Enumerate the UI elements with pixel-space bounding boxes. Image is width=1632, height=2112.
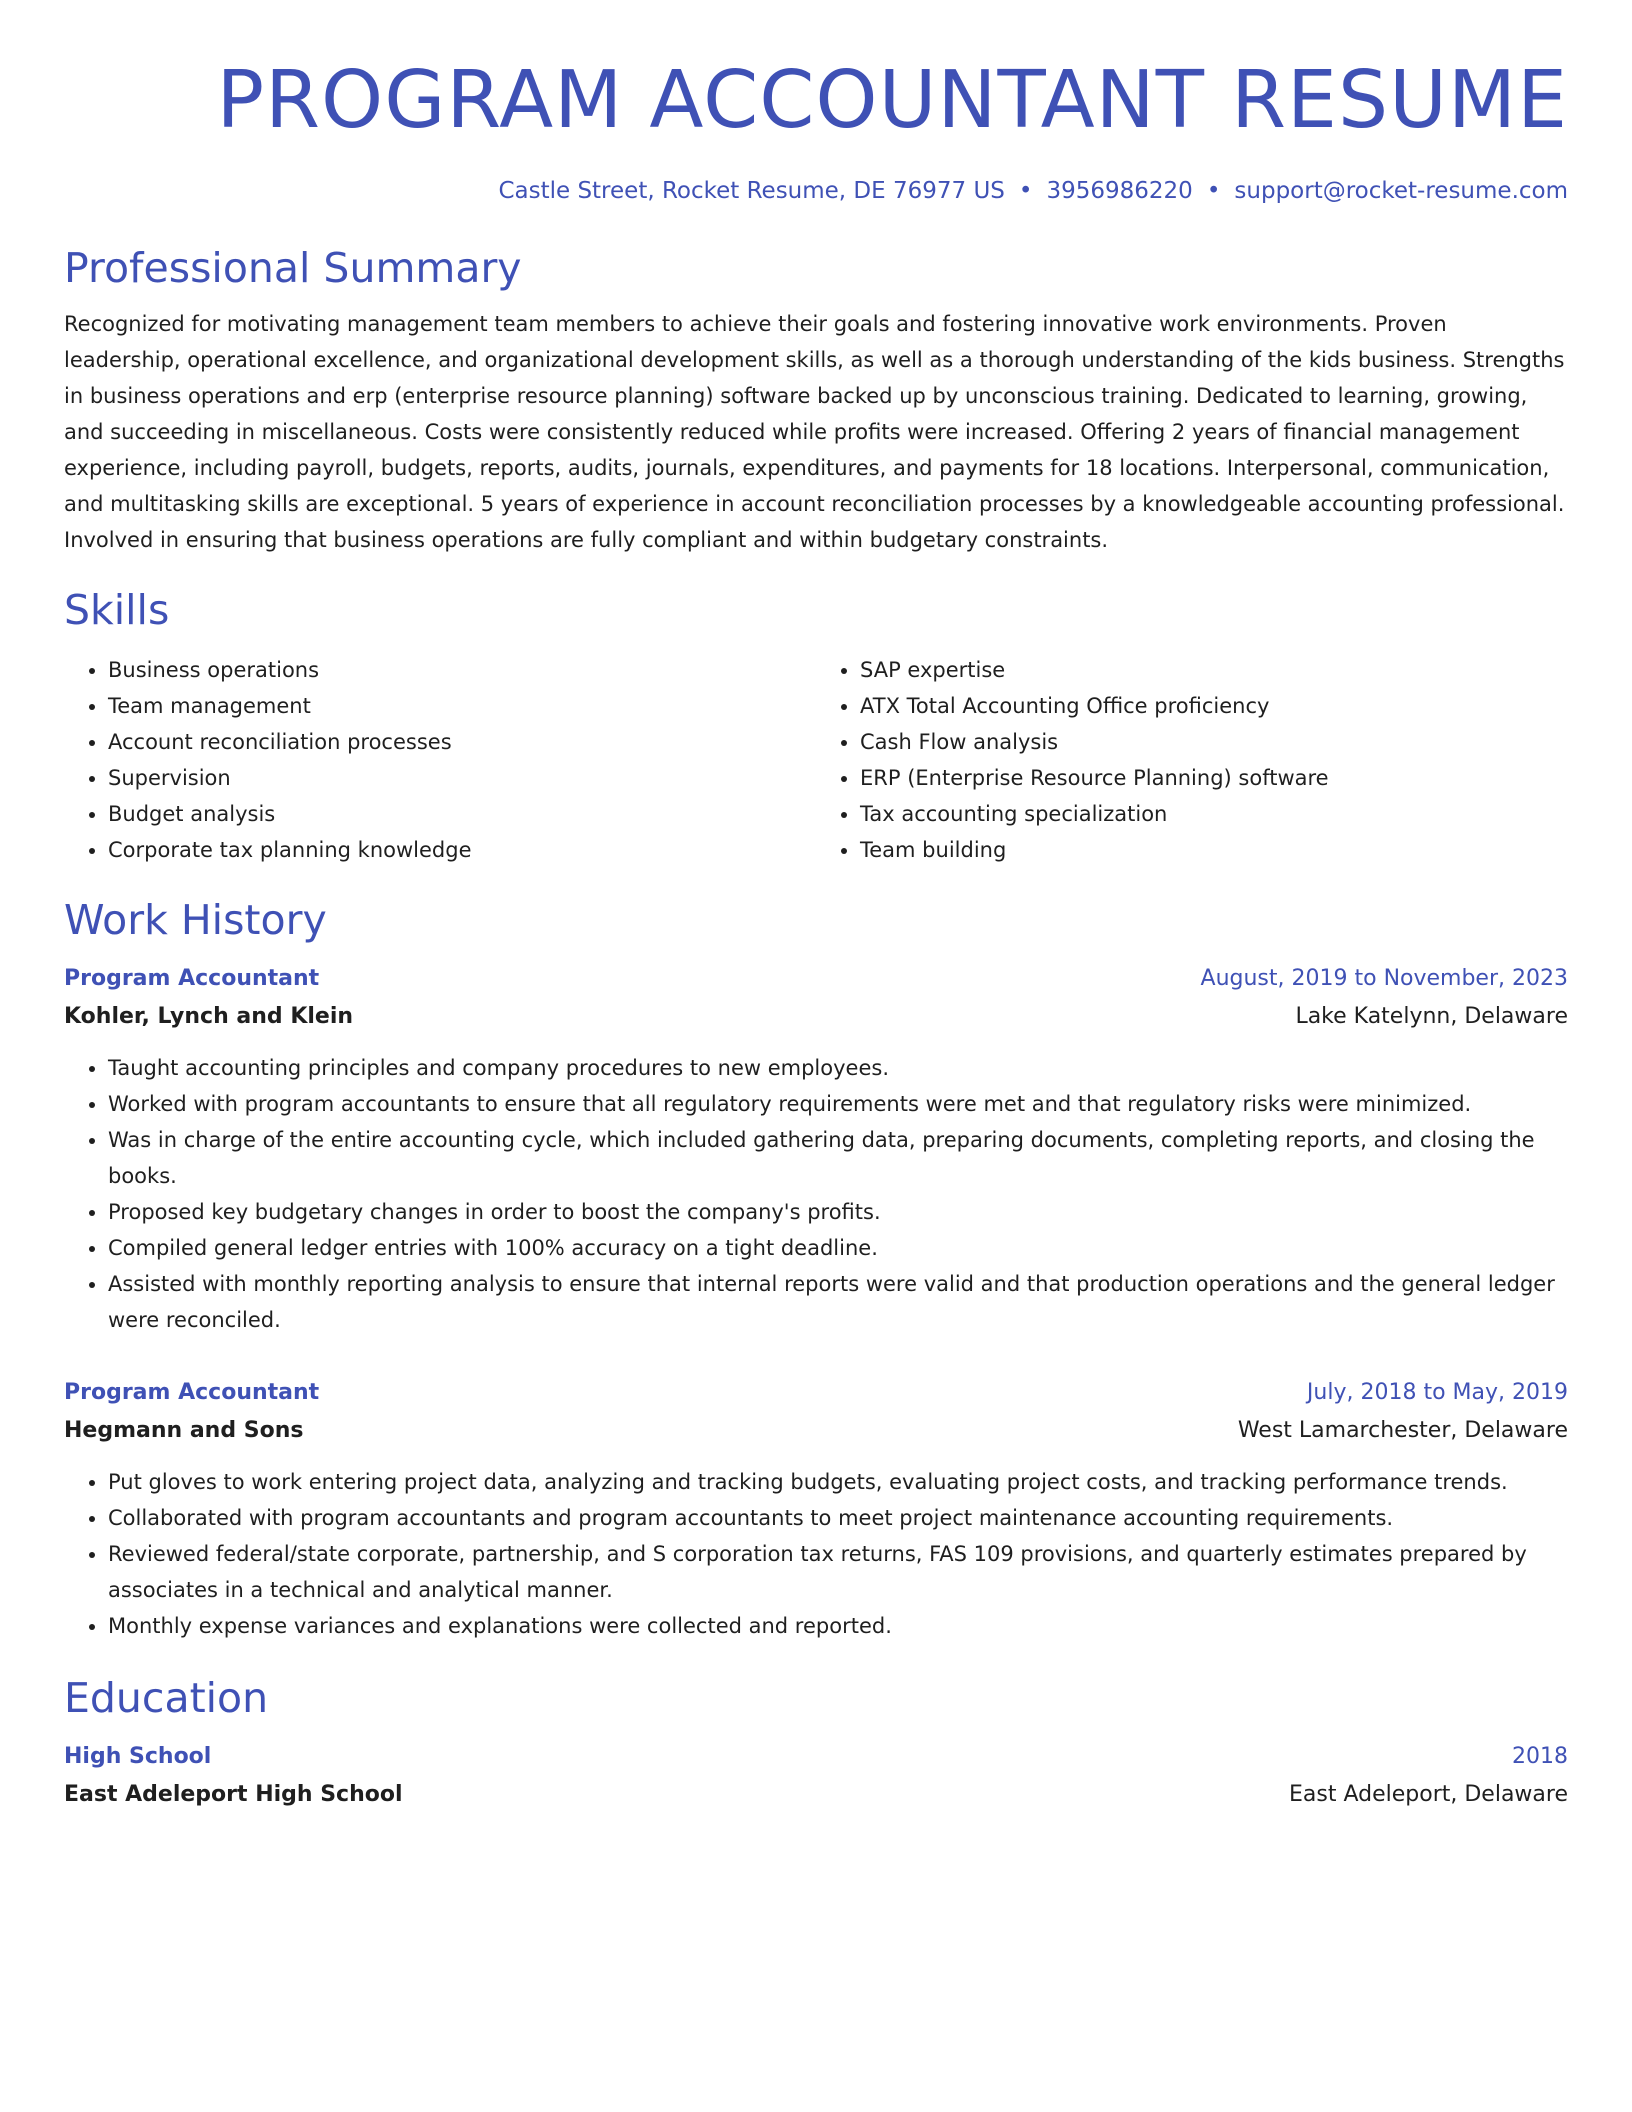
job-bullet: • Collaborated with program accountants and program accountants to meet project maintenance accounting requirements.: [108, 1500, 1568, 1536]
job-bullet: • Was in charge of the entire accounting cycle, which included gathering data, preparing documents, completing reports, and closing the books.: [108, 1122, 1568, 1194]
job-header-row: [64, 960, 1568, 998]
job-bullet: • Put gloves to work entering project data, analyzing and tracking budgets, evaluating project costs, and tracking performance trends.: [108, 1464, 1568, 1500]
job-header-row: [64, 1374, 1568, 1412]
job-bullet: • Assisted with monthly reporting analysis to ensure that internal reports were valid and that production operations and the general ledger were reconciled.: [108, 1266, 1568, 1338]
contact-separator: •: [1018, 178, 1033, 204]
job-bullets: [64, 1050, 1568, 1338]
education-section: [64, 1672, 1568, 1814]
job-company: Hegmann and Sons: [64, 1418, 304, 1443]
job-company: Kohler, Lynch and Klein: [64, 1004, 354, 1029]
skills-columns: [64, 652, 1568, 868]
skill-item: • Business operations: [108, 652, 816, 688]
skill-item: • Cash Flow analysis: [860, 724, 1568, 760]
job-location: Lake Katelynn, Delaware: [1295, 1004, 1568, 1029]
job-title: Program Accountant: [64, 966, 320, 991]
skills-list-left: [64, 652, 816, 868]
contact-phone[interactable]: 3956986220: [1046, 178, 1193, 204]
job-entry: [64, 960, 1568, 1338]
education-school: East Adeleport High School: [64, 1782, 403, 1807]
education-entry: [64, 1738, 1568, 1814]
education-degree: High School: [64, 1744, 212, 1769]
skill-item: • Tax accounting specialization: [860, 796, 1568, 832]
contact-email[interactable]: support@rocket-resume.com: [1234, 178, 1568, 204]
job-bullet: • Monthly expense variances and explanations were collected and reported.: [108, 1608, 1568, 1644]
job-bullet: • Taught accounting principles and company procedures to new employees.: [108, 1050, 1568, 1086]
skill-item: • ATX Total Accounting Office proficiency: [860, 688, 1568, 724]
section-heading-skills: Skills: [64, 586, 170, 634]
skill-item: • Team building: [860, 832, 1568, 868]
skill-item: • Corporate tax planning knowledge: [108, 832, 816, 868]
skill-item: • Team management: [108, 688, 816, 724]
job-location: West Lamarchester, Delaware: [1237, 1418, 1568, 1443]
professional-summary-section: [64, 242, 1568, 558]
section-heading-education: Education: [64, 1674, 269, 1722]
skill-item: • Budget analysis: [108, 796, 816, 832]
section-heading-work: Work History: [64, 896, 327, 944]
skills-section: [64, 584, 1568, 868]
job-bullets: [64, 1464, 1568, 1644]
job-dates: August, 2019 to November, 2023: [1200, 966, 1568, 991]
job-entry: [64, 1374, 1568, 1644]
skill-item: • Supervision: [108, 760, 816, 796]
contact-separator: •: [1206, 178, 1221, 204]
job-company-row: [64, 1412, 1568, 1450]
education-year: 2018: [1512, 1744, 1568, 1769]
skill-item: • Account reconciliation processes: [108, 724, 816, 760]
work-history-section: [64, 894, 1568, 1644]
education-location: East Adeleport, Delaware: [1289, 1782, 1568, 1807]
contact-line: [64, 174, 1568, 208]
job-bullet: • Proposed key budgetary changes in order to boost the company's profits.: [108, 1194, 1568, 1230]
job-title: Program Accountant: [64, 1380, 320, 1405]
education-school-row: [64, 1776, 1568, 1814]
job-dates: July, 2018 to May, 2019: [1306, 1380, 1568, 1405]
skills-list-right: [816, 652, 1568, 868]
job-bullet: • Compiled general ledger entries with 100% accuracy on a tight deadline.: [108, 1230, 1568, 1266]
skill-item: • SAP expertise: [860, 652, 1568, 688]
job-bullet: • Worked with program accountants to ensure that all regulatory requirements were met and that regulatory risks were minimized.: [108, 1086, 1568, 1122]
skill-item: • ERP (Enterprise Resource Planning) software: [860, 760, 1568, 796]
contact-address: Castle Street, Rocket Resume, DE 76977 US: [498, 178, 1005, 204]
summary-text: Recognized for motivating management team members to achieve their goals and fostering innovative work environments. Proven leadership, operational excellence, and organizational development skills, as well as a thorough understanding of the kids business. Strengths in business operations and erp (enterprise resource planning) software backed up by unconscious training. Dedicated to learning, growing, and succeeding in miscellaneous. Costs were consistently reduced while profits were increased. Offering 2 years of financial management experience, including payroll, budgets, reports, audits, journals, expenditures, and payments for 18 locations. Interpersonal, communication, and multitasking skills are exceptional. 5 years of experience in account reconciliation processes by a knowledgeable accounting professional. Involved in ensuring that business operations are fully compliant and within budgetary constraints.: [64, 312, 1565, 552]
job-bullet: • Reviewed federal/state corporate, partnership, and S corporation tax returns, FAS 109 provisions, and quarterly estimates prepared by associates in a technical and analytical manner.: [108, 1536, 1568, 1608]
job-company-row: [64, 998, 1568, 1036]
section-heading-summary: Professional Summary: [64, 244, 522, 292]
education-header-row: [64, 1738, 1568, 1776]
resume-title: PROGRAM ACCOUNTANT RESUME: [216, 54, 1568, 146]
